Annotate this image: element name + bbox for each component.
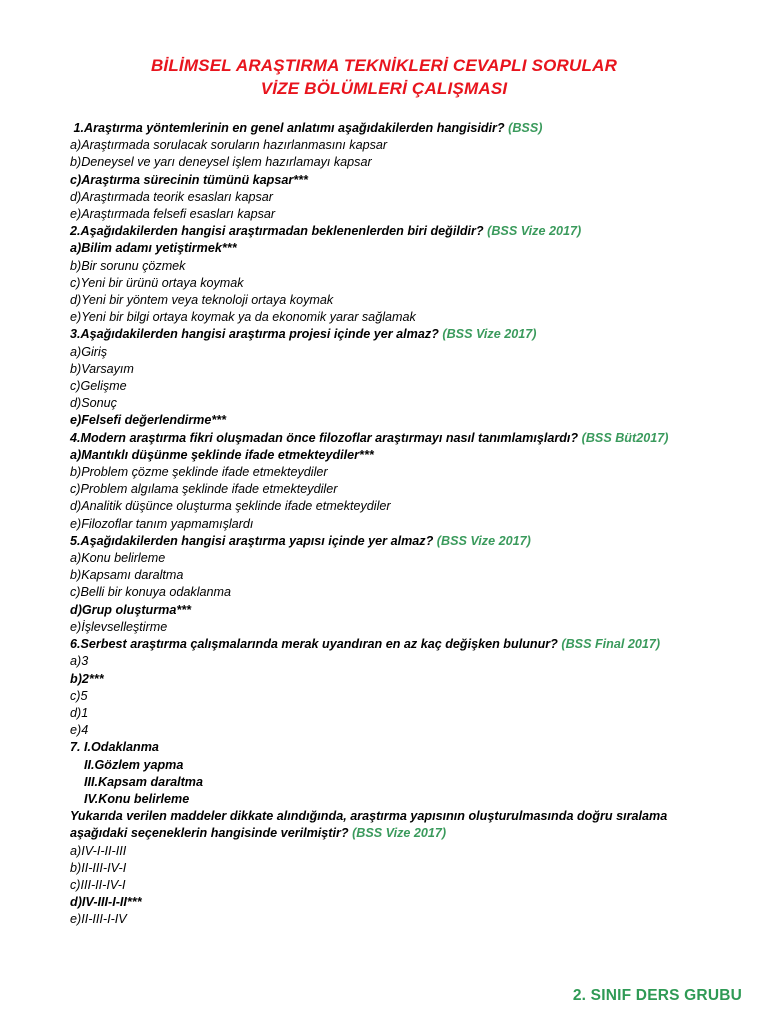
question-list [70, 120, 760, 929]
question-text: aşağıdaki seçeneklerin hangisinde verilmiştir? [70, 826, 349, 841]
option: e)II-III-I-IV [70, 912, 127, 927]
correct-option: c)Araştırma sürecinin tümünü kapsar*** [70, 172, 308, 187]
question-text: 1.Araştırma yöntemlerinin en genel anlatımı aşağıdakilerden hangisidir? [73, 121, 505, 135]
source-tag: (BSS Vize 2017) [436, 533, 531, 548]
q7-item-3: III.Kapsam daraltma [84, 774, 203, 789]
option: c)5 [70, 688, 88, 703]
option: d)1 [70, 705, 89, 720]
question-text: 5.Aşağıdakilerden hangisi araştırma yapısı içinde yer almaz? [70, 533, 434, 548]
option: a)Araştırmada sorulacak soruların hazırlanmasını kapsar [70, 138, 388, 153]
source-tag: (BSS) [508, 121, 543, 135]
document-title: BİLİMSEL ARAŞTIRMA TEKNİKLERİ CEVAPLI SORULAR [150, 56, 618, 75]
option: a)Giriş [70, 344, 108, 359]
footer-label: 2. SINIF DERS GRUBU [572, 987, 742, 1004]
option: b)Bir sorunu çözmek [70, 258, 186, 273]
q7-item-2: II.Gözlem yapma [84, 757, 184, 772]
option: b)II-III-IV-I [70, 860, 127, 875]
option: d)Araştırmada teorik esasları kapsar [70, 189, 273, 204]
option: e)Filozoflar tanım yapmamışlardı [70, 516, 254, 531]
source-tag: (BSS Vize 2017) [352, 826, 447, 841]
option: b)Varsayım [70, 361, 134, 376]
correct-option: d)Grup oluşturma*** [70, 602, 192, 617]
source-tag: (BSS Final 2017) [561, 637, 661, 652]
option: e)Araştırmada felsefi esasları kapsar [70, 207, 276, 222]
correct-option: a)Mantıklı düşünme şeklinde ifade etmekteydiler*** [70, 447, 374, 462]
option: d)Sonuç [70, 396, 117, 411]
option: b)Problem çözme şeklinde ifade etmekteydiler [70, 465, 328, 480]
correct-option: e)Felsefi değerlendirme*** [70, 413, 227, 428]
q7-item-4: IV.Konu belirleme [84, 791, 190, 806]
option: e)Yeni bir bilgi ortaya koymak ya da ekonomik yarar sağlamak [70, 310, 416, 325]
option: a)3 [70, 654, 89, 669]
q7-question-line-2 [70, 825, 760, 842]
question-4 [70, 430, 760, 447]
question-text: 2.Aşağıdakilerden hangisi araştırmadan beklenenlerden biri değildir? [70, 224, 484, 239]
question-text: 3.Aşağıdakilerden hangisi araştırma projesi içinde yer almaz? [70, 327, 439, 342]
q7-question-line-1: Yukarıda verilen maddeler dikkate alındığında, araştırma yapısının oluşturulmasında doğru sıralama [70, 809, 668, 824]
option: c)Problem algılama şeklinde ifade etmekteydiler [70, 482, 338, 497]
option: a)IV-I-II-III [70, 843, 127, 858]
option: e)4 [70, 723, 89, 738]
source-tag: (BSS Vize 2017) [442, 327, 537, 342]
correct-option: d)IV-III-I-II*** [70, 895, 142, 910]
question-3 [70, 326, 760, 343]
option: c)III-II-IV-I [70, 877, 126, 892]
option: b)Kapsamı daraltma [70, 568, 184, 583]
correct-option: a)Bilim adamı yetiştirmek*** [70, 241, 237, 256]
source-tag: (BSS Büt2017) [581, 430, 669, 445]
correct-option: b)2*** [70, 671, 104, 686]
option: a)Konu belirleme [70, 551, 166, 566]
question-5 [70, 533, 760, 550]
option: c)Gelişme [70, 379, 127, 394]
option: d)Analitik düşünce oluşturma şeklinde ifade etmekteydiler [70, 499, 391, 514]
option: d)Yeni bir yöntem veya teknoloji ortaya koymak [70, 293, 334, 308]
question-text: 6.Serbest araştırma çalışmalarında merak uyandıran en az kaç değişken bulunur? [70, 637, 558, 652]
question-1 [70, 120, 760, 137]
option: c)Belli bir konuya odaklanma [70, 585, 232, 600]
question-text: 4.Modern araştırma fikri oluşmadan önce filozoflar araştırmayı nasıl tanımlamışlardı? [70, 430, 579, 445]
document-subtitle: VİZE BÖLÜMLERİ ÇALIŞMASI [260, 79, 508, 98]
option: c)Yeni bir ürünü ortaya koymak [70, 275, 244, 290]
source-tag: (BSS Vize 2017) [487, 224, 582, 239]
question-2 [70, 223, 760, 240]
option: b)Deneysel ve yarı deneysel işlem hazırlamayı kapsar [70, 155, 372, 170]
question-6 [70, 636, 760, 653]
q7-item-1: 7. I.Odaklanma [70, 740, 159, 755]
option: e)İşlevselleştirme [70, 619, 168, 634]
